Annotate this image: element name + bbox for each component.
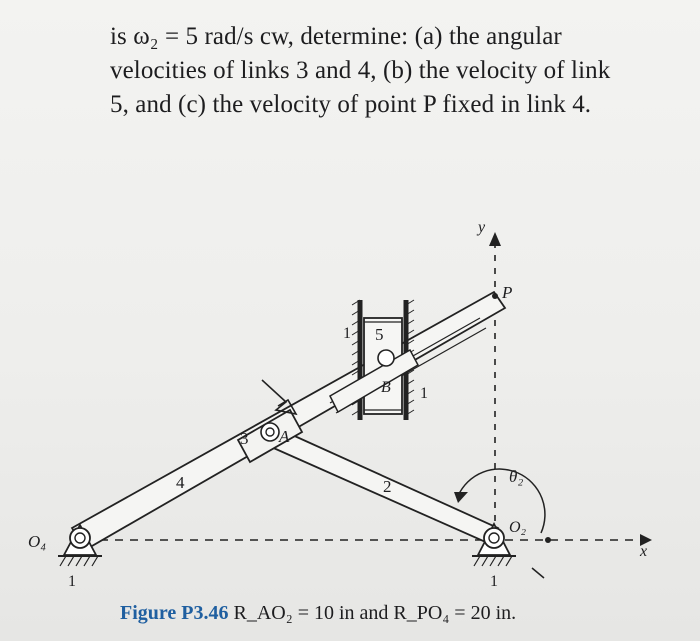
label-axis-y: y <box>478 219 486 236</box>
mechanism-figure <box>0 200 700 600</box>
theta2-arrow <box>454 492 468 503</box>
label-point-a: A <box>279 427 290 446</box>
label-ground-left: 1 <box>68 573 76 590</box>
problem-statement <box>110 20 690 122</box>
label-link-4: 4 <box>176 473 185 492</box>
label-theta2: θ₂ <box>509 467 524 486</box>
label-link-2: 2 <box>383 477 392 496</box>
link-2 <box>260 424 498 544</box>
omega2-tick <box>532 568 544 578</box>
label-slider-3: 3 <box>240 429 249 448</box>
axis-point <box>545 537 551 543</box>
label-point-b: B <box>381 379 391 396</box>
figure-label: Figure P3.46 <box>120 602 229 624</box>
problem-line-3: 5, and (c) the velocity of point P fixed in link 4. <box>110 91 592 118</box>
label-link-5: 5 <box>375 325 384 344</box>
figure-caption <box>120 602 516 625</box>
label-point-p: P <box>502 283 513 302</box>
problem-line-2: velocities of links 3 and 4, (b) the velocity of link <box>110 57 611 84</box>
problem-line-1: is ω₂ = 5 rad/s cw, determine: (a) the angular <box>110 23 562 50</box>
label-o4: O₄ <box>28 532 47 551</box>
label-ground-right: 1 <box>490 573 498 590</box>
y-axis-arrow <box>489 232 501 246</box>
caption-formula: R_AO₂ = 10 in and R_PO₄ = 20 in. <box>233 602 517 624</box>
point-p <box>492 293 498 299</box>
label-o2: O₂ <box>509 519 527 536</box>
label-axis-x: x <box>640 543 648 560</box>
pin-b <box>378 350 394 366</box>
label-link-1-right: 1 <box>420 385 428 402</box>
label-link-1-top: 1 <box>343 325 351 342</box>
